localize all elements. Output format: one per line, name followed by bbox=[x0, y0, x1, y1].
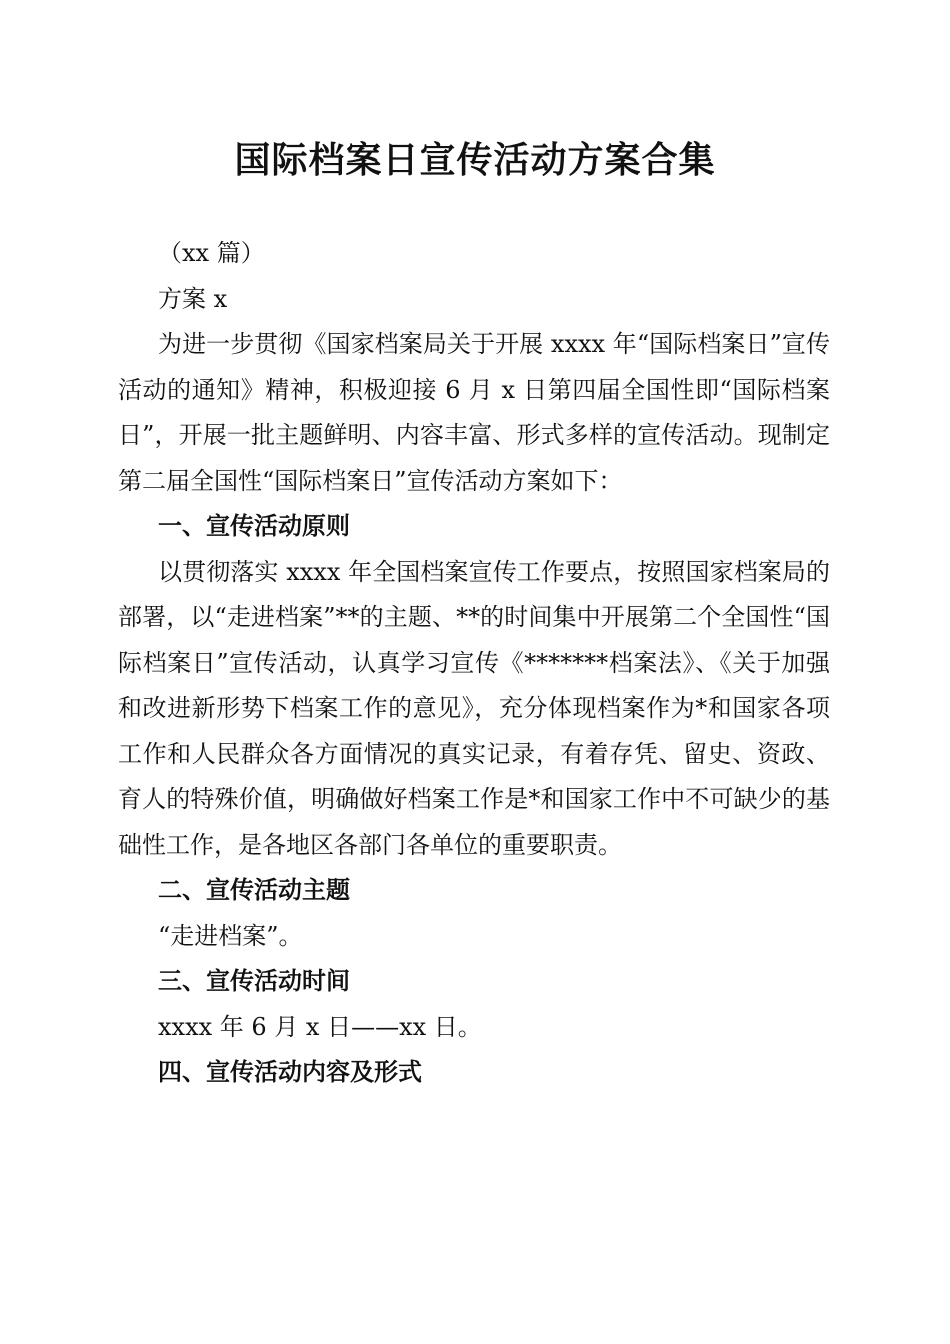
series-label: （xx 篇） bbox=[158, 239, 265, 267]
section-heading-content: 四、宣传活动内容及形式 bbox=[158, 1058, 422, 1086]
principles-paragraph: 以贯彻落实 xxxx 年全国档案宣传工作要点，按照国家档案局的部署，以“走进档案”**的主题、**的时间集中开展第二个全国性“国际档案日”宣传活动，认真学习宣传《*******档案法》、《关于加强和改进新形势下档案工作的意见》，充分体现档案作为*和国家各项工作和人民群众各方面情况的真实记录，有着存凭、留史、资政、育人的特殊价值，明确做好档案工作是*和国家工作中不可缺少的基础性工作，是各地区各部门各单位的重要职责。 bbox=[118, 557, 830, 859]
document-body bbox=[118, 231, 830, 1096]
section-heading-time: 三、宣传活动时间 bbox=[158, 967, 350, 995]
document-title: 国际档案日宣传活动方案合集 bbox=[234, 139, 716, 181]
theme-text: “走进档案”。 bbox=[158, 921, 303, 950]
plan-label: 方案 x bbox=[158, 284, 228, 313]
intro-paragraph: 为进一步贯彻《国家档案局关于开展 xxxx 年“国际档案日”宣传活动的通知》精神，积极迎接 6 月 x 日第四届全国性即“国际档案日”，开展一批主题鲜明、内容丰富、形式多样的宣传活动。现制定第二届全国性“国际档案日”宣传活动方案如下： bbox=[118, 330, 830, 495]
section-heading-principles: 一、宣传活动原则 bbox=[158, 512, 350, 540]
section-heading-theme: 二、宣传活动主题 bbox=[158, 876, 350, 904]
time-text: xxxx 年 6 月 x 日——xx 日。 bbox=[158, 1012, 482, 1041]
